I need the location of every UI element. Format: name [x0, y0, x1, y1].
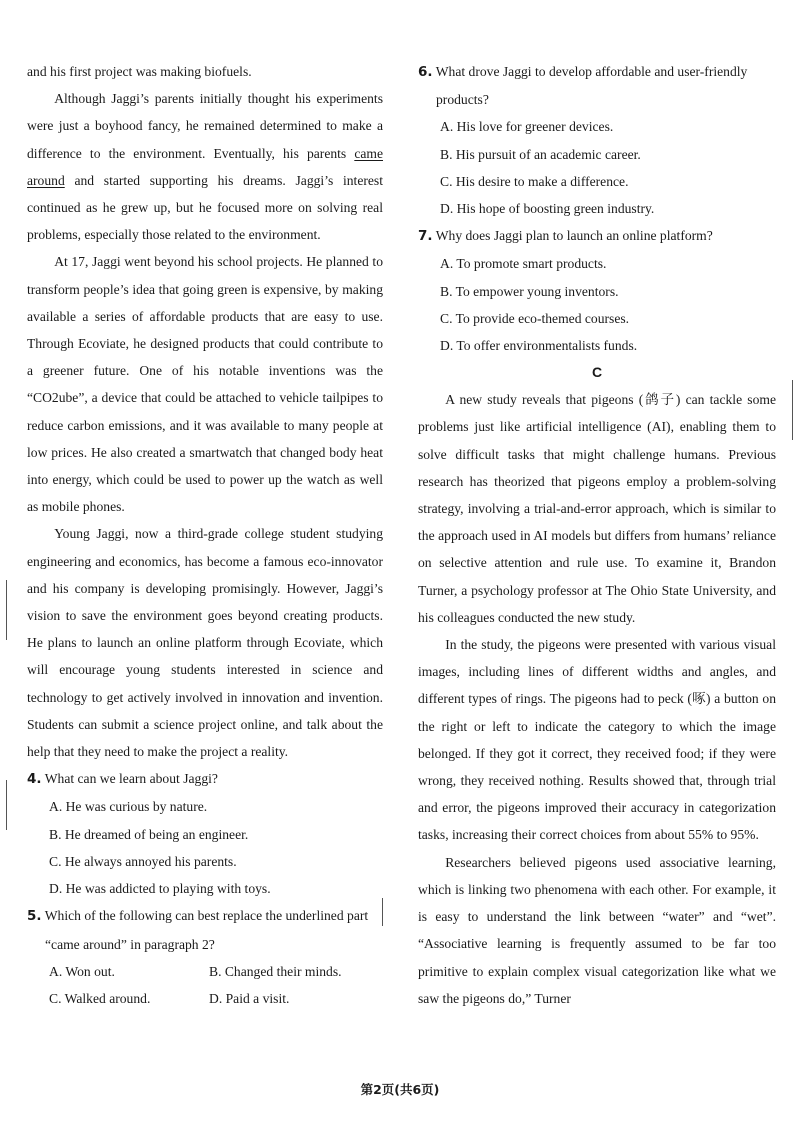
- question-5-number: 5.: [27, 908, 42, 925]
- right-column: [418, 58, 776, 1012]
- question-7-option-d: D. To offer environmentalists funds.: [440, 338, 638, 354]
- question-6-option-c: C. His desire to make a difference.: [440, 173, 629, 189]
- question-6: [418, 58, 776, 222]
- question-4-option-a: A. He was curious by nature.: [49, 799, 208, 815]
- question-5-text: Which of the following can best replace the underlined part “came around” in paragraph 2?: [44, 908, 369, 952]
- scan-edge-line-left: [6, 580, 7, 640]
- scan-edge-line-right: [792, 380, 793, 440]
- question-4-option-d: D. He was addicted to playing with toys.: [49, 881, 271, 897]
- underlined-phrase: came around: [27, 145, 383, 188]
- question-7-option-a: A. To promote smart products.: [440, 256, 607, 272]
- question-4-option-c: C. He always annoyed his parents.: [49, 853, 237, 869]
- question-7-option-c: C. To provide eco-themed courses.: [440, 310, 630, 326]
- question-5-option-c: C. Walked around.: [49, 990, 151, 1006]
- scan-edge-line-left-2: [6, 780, 7, 830]
- paragraph-2: Although Jaggi’s parents initially thought his experiments were just a boyhood fancy, he remained determined to make a difference to the environment. Eventually, his parents came around and started supporting his dreams. Jaggi’s interest continued as he grew up, but he focused more on solving real problems, especially those related to the environment.: [27, 91, 383, 243]
- question-6-option-a: A. His love for greener devices.: [440, 119, 614, 135]
- question-7-text: Why does Jaggi plan to launch an online platform?: [435, 228, 713, 244]
- question-6-option-d: D. His hope of boosting green industry.: [440, 201, 655, 217]
- question-5-option-b: B. Changed their minds.: [209, 963, 342, 979]
- question-7-number: 7.: [418, 228, 433, 245]
- passage-c-paragraph-3: Researchers believed pigeons used associative learning, which is linking two phenomena with each other. For example, it is easy to understand the link between “water” and “wet”. “Associative learning is frequently assumed to be far too primitive to explain complex visual categorization like what we saw the pigeons do,” Turner: [418, 854, 776, 1006]
- question-4: [27, 765, 383, 902]
- question-5: [27, 902, 383, 1012]
- question-5-options-row-2: [27, 985, 383, 1012]
- question-4-number: 4.: [27, 771, 42, 788]
- section-title: C: [591, 364, 603, 381]
- question-5-option-a: A. Won out.: [49, 963, 115, 979]
- question-4-option-b: B. He dreamed of being an engineer.: [49, 826, 249, 842]
- passage-c-paragraph-1: A new study reveals that pigeons (鸽子) can tackle some problems just like artificial intelligence (AI), enabling them to solve difficult tasks that might challenge humans. Previous research has theorized that pigeons employ a problem-solving strategy, involving a trial-and-error approach, which is similar to the approach used in AI models but differs from humans’ reliance on selective attention and rule use. To examine it, Brandon Turner, a psychology professor at The Ohio State University, and his colleagues conducted the new study.: [418, 392, 776, 625]
- question-7-option-b: B. To empower young inventors.: [440, 283, 619, 299]
- page-footer: 第2页(共6页): [360, 1082, 440, 1097]
- question-6-number: 6.: [418, 64, 433, 80]
- passage-c-paragraph-2: In the study, the pigeons were presented with various visual images, including lines of different widths and angles, and different types of rings. The pigeons had to peck (啄) a button on the right or left to indicate the category to which the image belonged. If they got it correct, they received food; if they were wrong, they received nothing. Results showed that, through trial and error, the pigeons improved their accuracy in categorization tasks, increasing their correct choices from about 55% to 95%.: [418, 637, 776, 843]
- question-7: [418, 222, 776, 359]
- scan-edge-line-center: [382, 898, 383, 926]
- left-column: [27, 58, 383, 1012]
- question-6-option-b: B. His pursuit of an academic career.: [440, 146, 641, 162]
- question-5-option-d: D. Paid a visit.: [209, 990, 290, 1006]
- paragraph-1-end: and his first project was making biofuels.: [27, 64, 252, 79]
- paragraph-3: At 17, Jaggi went beyond his school projects. He planned to transform people’s idea that going green is expensive, by making available a series of affordable products that are easy to use. Through Ecoviate, he designed products that could contribute to a greener future. One of his notable inventions was the “CO2ube”, a device that could be attached to vehicle tailpipes to reduce carbon emissions, and it was available to many people at low prices. He also created a smartwatch that changed body heat into energy, which could be used to power up the watch as well as mobile phones.: [27, 254, 383, 515]
- question-4-text: What can we learn about Jaggi?: [44, 771, 218, 787]
- question-5-options-row-1: [27, 958, 383, 985]
- paragraph-4: Young Jaggi, now a third-grade college student studying engineering and economics, has become a famous eco-innovator and his company is developing promisingly. However, Jaggi’s vision to save the environment goes beyond creating products. He plans to launch an online platform through Ecoviate, which will encourage young students interested in science and technology to get actively involved in innovation and invention. Students can submit a science project online, and talk about the help that they need to make the project a reality.: [27, 526, 383, 760]
- question-6-text: What drove Jaggi to develop affordable and user-friendly products?: [435, 64, 748, 108]
